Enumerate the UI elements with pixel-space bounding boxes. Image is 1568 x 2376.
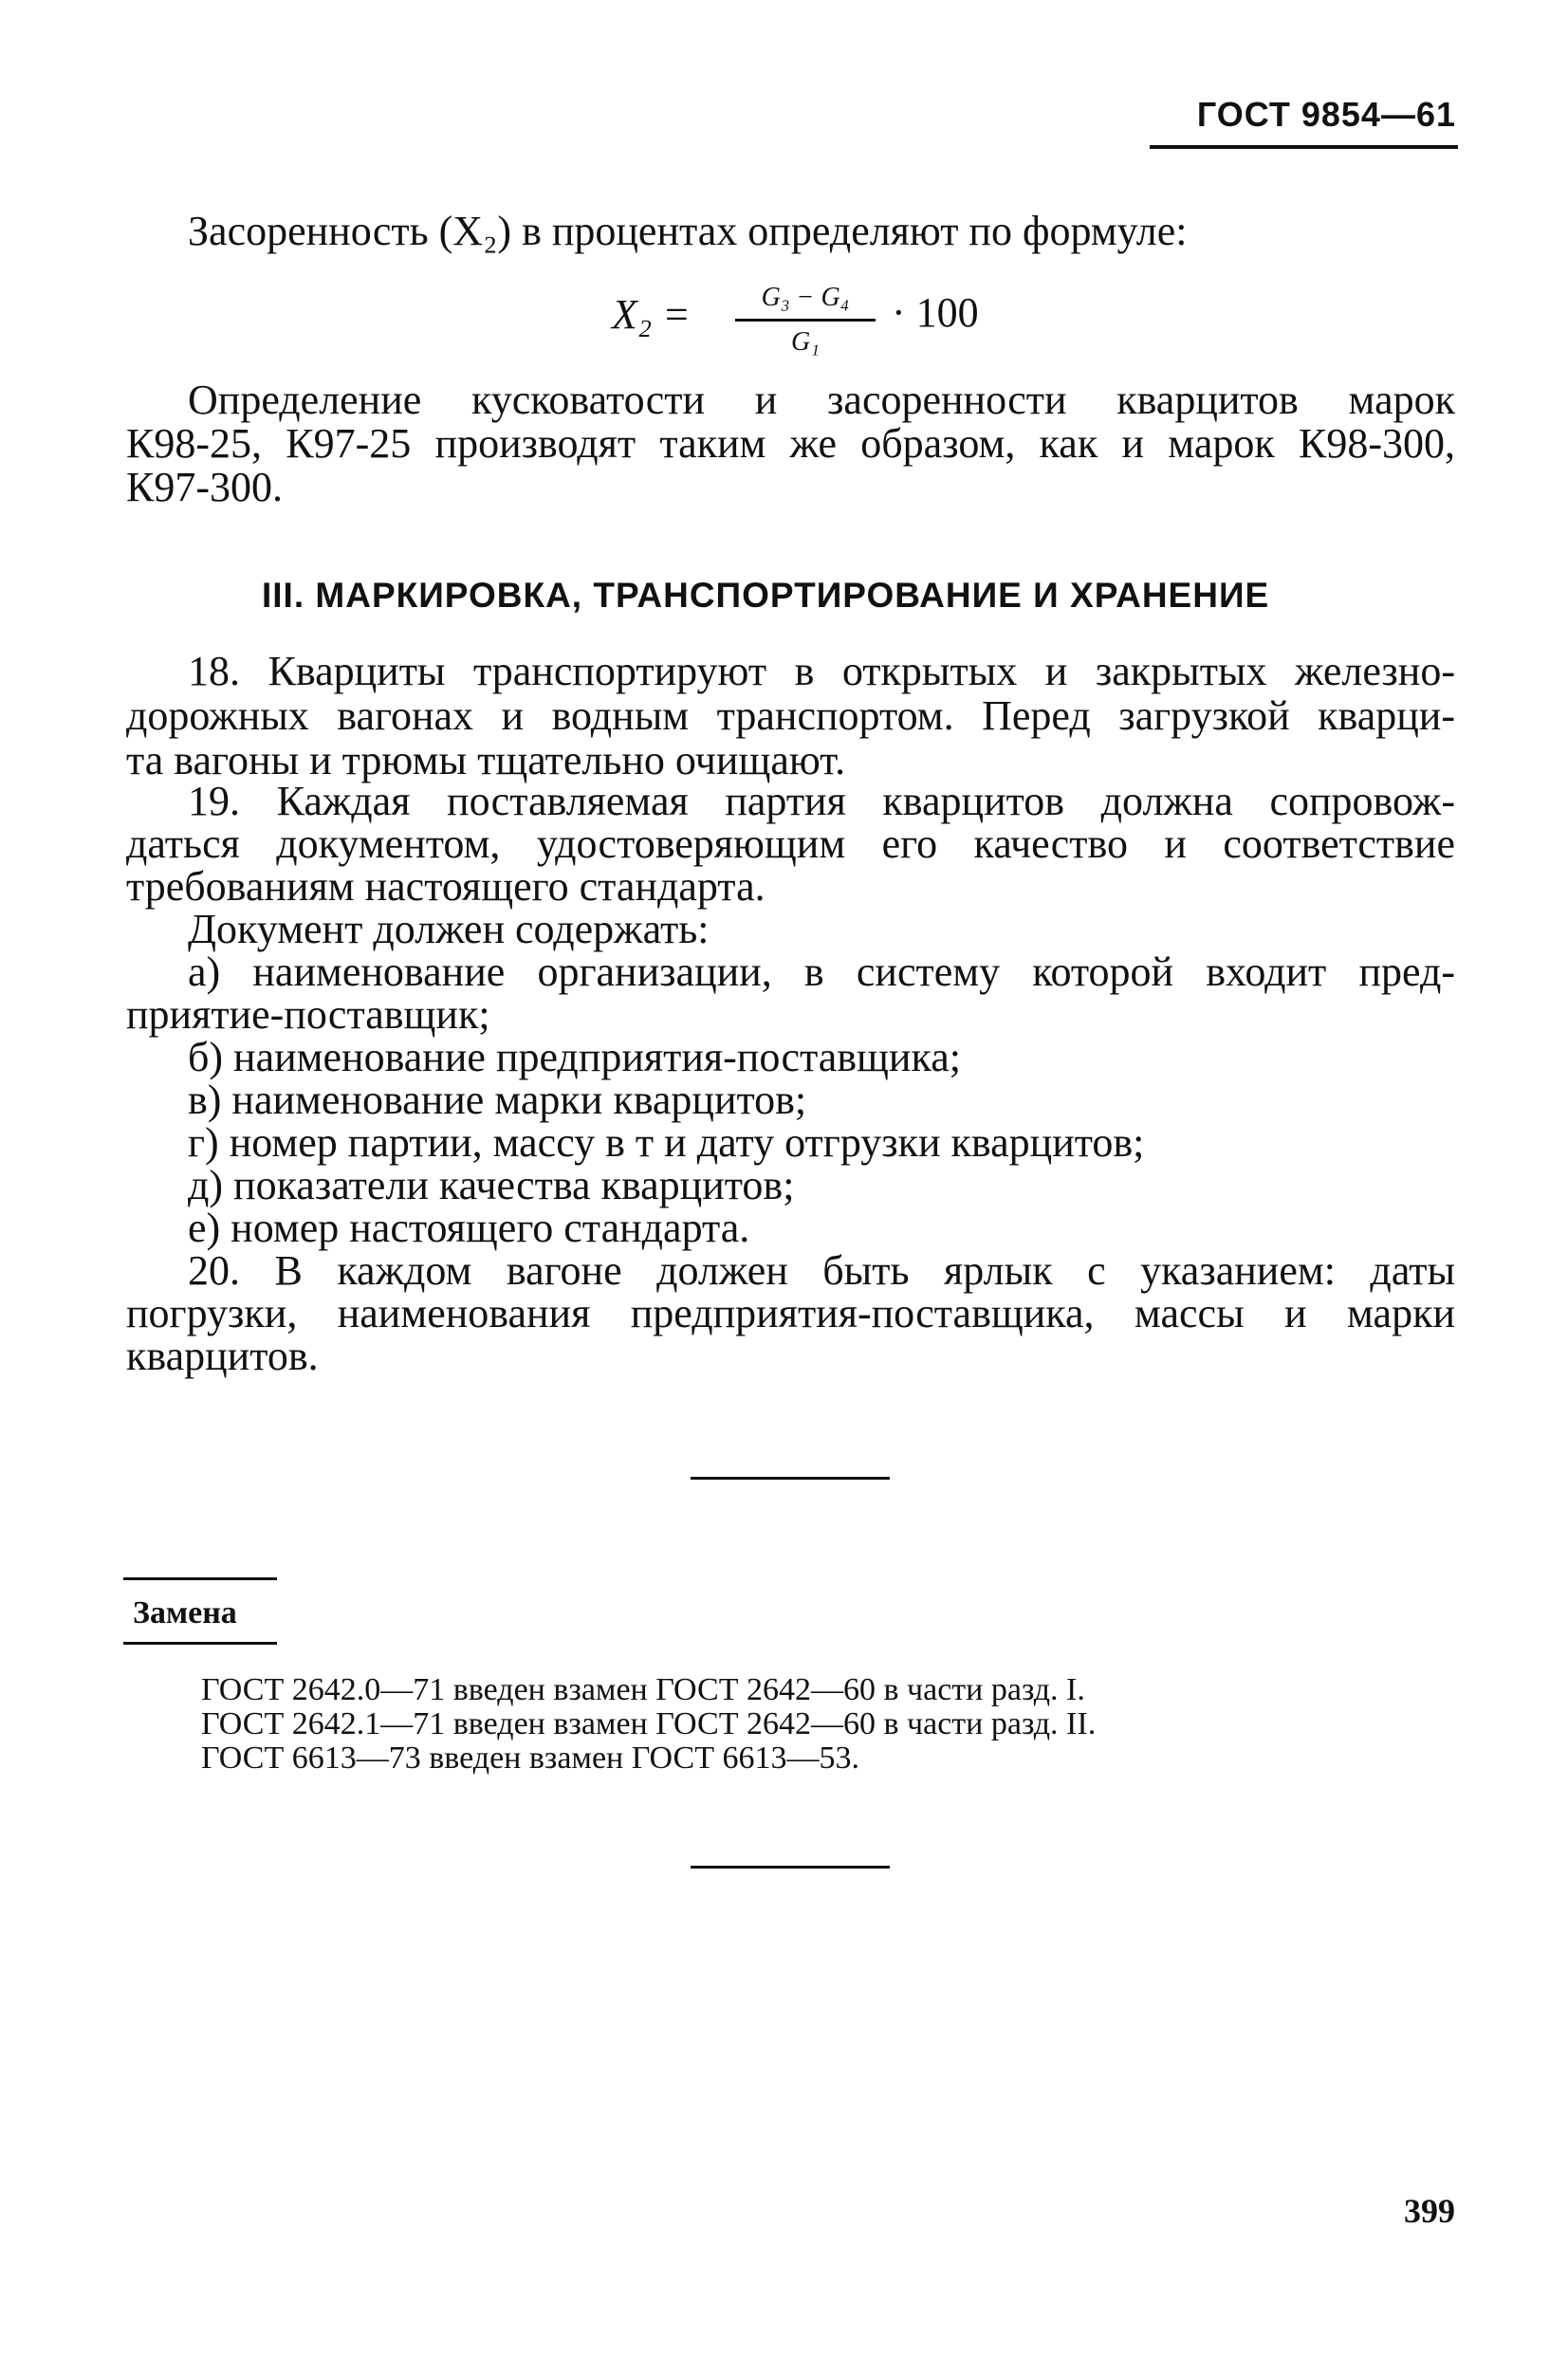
body-line: приятие-поставщик;	[126, 991, 490, 1038]
separator-rule	[691, 1477, 890, 1480]
formula-numerator: G₃ − G₄	[761, 283, 850, 312]
body-line: 19. Каждая поставляемая партия кварцитов должна сопровож-	[188, 778, 1455, 824]
body-line: е) номер настоящего стандарта.	[188, 1205, 750, 1251]
section-title: III. МАРКИРОВКА, ТРАНСПОРТИРОВАНИЕ И ХРАНЕНИЕ	[262, 576, 1270, 615]
standard-code-header: ГОСТ 9854—61	[1196, 95, 1456, 134]
body-line: г) номер партии, массу в т и дату отгрузки кварцитов;	[188, 1119, 1145, 1166]
body-line: требованиям настоящего стандарта.	[126, 863, 766, 910]
formula-fraction	[735, 285, 876, 356]
body-line: б) наименование предприятия-поставщика;	[188, 1034, 961, 1080]
body-line: дорожных вагонах и водным транспортом. Перед загрузкой кварци-	[126, 692, 1455, 739]
formula-lhs: X₂ =	[612, 291, 691, 338]
replacement-item: ГОСТ 6613—73 введен взамен ГОСТ 6613—53.	[201, 1741, 859, 1776]
body-line: даться документом, удостоверяющим его качество и соответствие	[126, 820, 1455, 867]
body-line: в) наименование марки кварцитов;	[188, 1077, 807, 1123]
body-line: кварцитов.	[126, 1333, 319, 1379]
page-number: 399	[1404, 2192, 1455, 2230]
fraction-bar	[735, 319, 876, 322]
method-line-2: К98-25, К97-25 производят таким же образом, как и марок К98-300,	[126, 420, 1455, 467]
replacement-title: Замена	[133, 1595, 237, 1630]
body-line: 18. Кварциты транспортируют в открытых и закрытых железно-	[188, 648, 1455, 694]
replacement-rule-top	[123, 1577, 277, 1580]
replacement-rule-bottom	[123, 1642, 277, 1645]
formula-multiplier: · 100	[892, 289, 979, 336]
separator-rule	[691, 1866, 890, 1869]
body-line: погрузки, наименования предприятия-поставщика, массы и марки	[126, 1290, 1455, 1336]
body-line: 20. В каждом вагоне должен быть ярлык с указанием: даты	[188, 1247, 1455, 1294]
replacement-item: ГОСТ 2642.1—71 введен взамен ГОСТ 2642—60 в части разд. II.	[201, 1706, 1097, 1741]
replacement-item: ГОСТ 2642.0—71 введен взамен ГОСТ 2642—60 в части разд. I.	[201, 1672, 1085, 1707]
header-rule	[1150, 145, 1458, 149]
body-line: Документ должен содержать:	[188, 906, 710, 952]
formula-denominator: G₁	[791, 327, 820, 357]
method-line-3: К97-300.	[126, 464, 283, 510]
body-line: д) показатели качества кварцитов;	[188, 1162, 795, 1208]
body-line: та вагоны и трюмы тщательно очищают.	[126, 737, 846, 783]
formula-lead-text: Засоренность (X₂) в процентах определяют по формуле:	[188, 208, 1188, 254]
method-line-1: Определение кусковатости и засоренности кварцитов марок	[188, 377, 1455, 423]
body-line: а) наименование организации, в систему которой входит пред-	[188, 949, 1455, 995]
